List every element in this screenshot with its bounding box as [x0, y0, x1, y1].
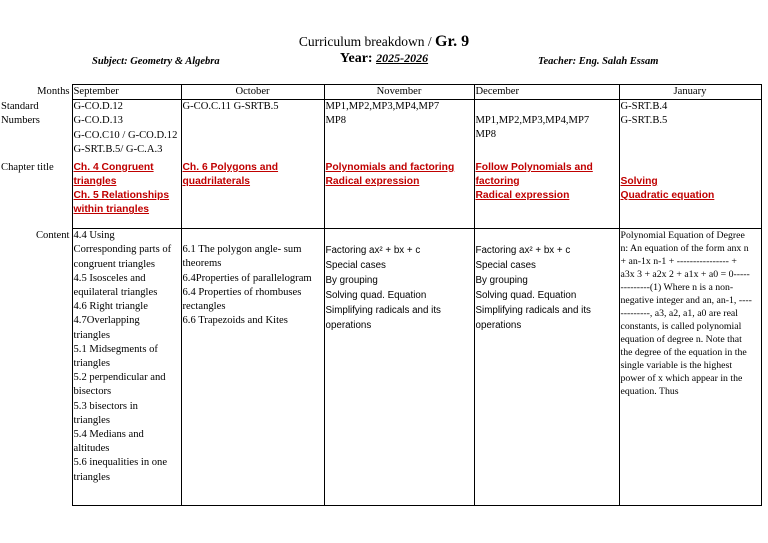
subject-label: Subject: Geometry & Algebra	[92, 56, 220, 67]
content-row	[1, 229, 761, 506]
row-label-content: Content	[35, 229, 70, 241]
chapter-september: Ch. 4 Congruent triangles Ch. 5 Relationships within triangles	[72, 161, 181, 229]
content-december: Factoring ax² + bx + c Special cases By grouping Solving quad. Equation Simplifying radicals and its operations	[474, 229, 619, 506]
months-row	[1, 85, 761, 100]
chapter-december: Follow Polynomials and factoring Radical expression	[474, 161, 619, 229]
curriculum-table	[1, 84, 762, 506]
chapter-november: Polynomials and factoring Radical expression	[324, 161, 474, 229]
content-september: 4.4 Using Corresponding parts of congruent triangles 4.5 Isosceles and equilateral triangles 4.6 Right triangle 4.7Overlapping triangles 5.1 Midsegments of triangles 5.2 perpendicular and bisectors 5.3 bisectors in triangles 5.4 Medians and altitudes 5.6 inequalities in one triangles	[72, 229, 181, 506]
year-value: 2025-2026	[376, 51, 429, 65]
month-january: January	[619, 85, 761, 100]
teacher-label: Teacher: Eng. Salah Essam	[538, 56, 659, 67]
month-september: September	[72, 85, 181, 100]
month-october: October	[181, 85, 324, 100]
month-november: November	[324, 85, 474, 100]
chapter-row	[1, 161, 761, 229]
document-title	[0, 33, 768, 51]
standards-january: G-SRT.B.4 G-SRT.B.5	[619, 100, 761, 161]
month-december: December	[474, 85, 619, 100]
content-november: Factoring ax² + bx + c Special cases By grouping Solving quad. Equation Simplifying radicals and its operations	[324, 229, 474, 506]
year-label: Year:	[339, 51, 373, 66]
chapter-october: Ch. 6 Polygons and quadrilaterals	[181, 161, 324, 229]
title-prefix: Curriculum breakdown /	[298, 34, 436, 49]
standards-november: MP1,MP2,MP3,MP4,MP7 MP8	[324, 100, 474, 161]
row-label-chapter: Chapter title	[1, 161, 54, 173]
standards-december: MP1,MP2,MP3,MP4,MP7 MP8	[474, 100, 619, 161]
standards-row	[1, 100, 761, 161]
standards-october: G-CO.C.11 G-SRTB.5	[181, 100, 324, 161]
row-label-standards: Standard Numbers	[1, 100, 40, 126]
grade-label: Gr. 9	[435, 33, 470, 50]
chapter-january: Solving Quadratic equation	[619, 161, 761, 229]
content-january: Polynomial Equation of Degree n: An equation of the form anx n + an-1x n-1 + ---------------- + a3x 3 + a2x 2 + a1x + a0 = 0----- ---------(1) Where n is a non- negative integer and an, an-1, ---- ---------, a3, a2, a1, a0 are real constants, is called polynomial equation of degree n. Note that the degree of the equation in the single variable is the highest power of x which appear in the equation. Thus	[619, 229, 761, 506]
row-label-months: Months	[37, 85, 70, 97]
content-october: 6.1 The polygon angle- sum theorems 6.4Properties of parallelogram 6.4 Properties of rhombuses rectangles 6.6 Trapezoids and Kites	[181, 229, 324, 506]
standards-september: G-CO.D.12 G-CO.D.13 G-CO.C10 / G-CO.D.12 G-SRT.B.5/ G-C.A.3	[72, 100, 181, 161]
